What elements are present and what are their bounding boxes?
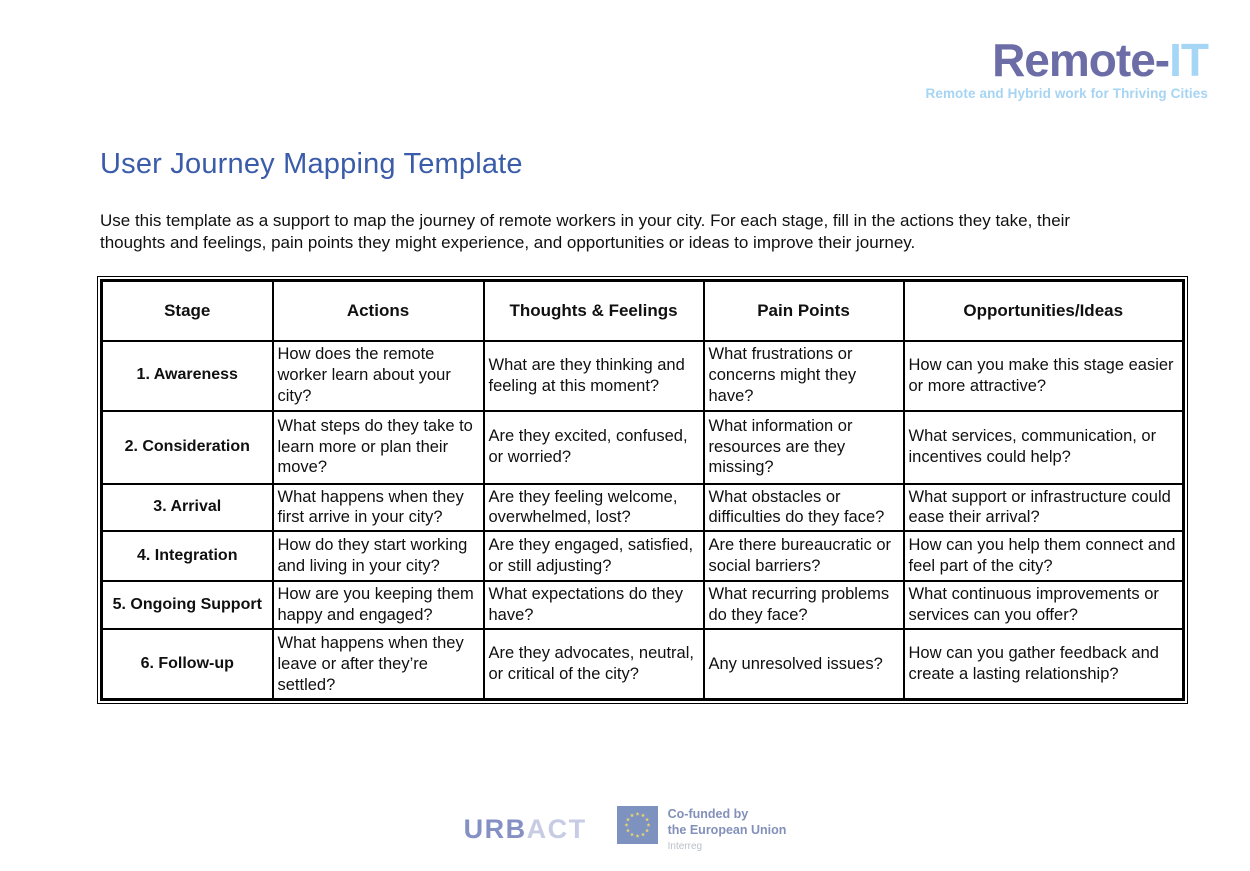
eu-cofunded-logo xyxy=(617,806,787,852)
cell-stage: 4. Integration xyxy=(102,531,273,581)
page-title: User Journey Mapping Template xyxy=(100,148,523,180)
cell-opportunities: How can you help them connect and feel part of the city? xyxy=(904,531,1184,581)
urbact-logo xyxy=(464,814,587,845)
cell-thoughts: What expectations do they have? xyxy=(484,581,704,629)
intro-text: Use this template as a support to map the journey of remote workers in your city. For each stage, fill in the actions they take, their thoughts and feelings, pain points they might experience, and opportunities or ideas to improve their journey. xyxy=(100,211,1071,253)
footer xyxy=(0,806,1250,852)
table-row xyxy=(102,629,1184,699)
table-row xyxy=(102,581,1184,629)
cell-opportunities: What support or infrastructure could ease their arrival? xyxy=(904,484,1184,532)
logo-tagline: Remote and Hybrid work for Thriving Cities xyxy=(925,86,1208,102)
cell-pain: What recurring problems do they face? xyxy=(704,581,904,629)
cell-thoughts: Are they engaged, satisfied, or still adjusting? xyxy=(484,531,704,581)
column-header-actions: Actions xyxy=(273,281,484,341)
cell-thoughts: Are they advocates, neutral, or critical of the city? xyxy=(484,629,704,699)
cell-pain: Are there bureaucratic or social barriers? xyxy=(704,531,904,581)
table-header-row xyxy=(102,281,1184,341)
cell-actions: How do they start working and living in your city? xyxy=(273,531,484,581)
cell-opportunities: What continuous improvements or services can you offer? xyxy=(904,581,1184,629)
column-header-thoughts: Thoughts & Feelings xyxy=(484,281,704,341)
cell-actions: How are you keeping them happy and engaged? xyxy=(273,581,484,629)
column-header-pain: Pain Points xyxy=(704,281,904,341)
urbact-text-act: ACT xyxy=(526,813,587,844)
cell-stage: 2. Consideration xyxy=(102,411,273,484)
journey-mapping-table xyxy=(100,279,1185,701)
cell-opportunities: What services, communication, or incentives could help? xyxy=(904,411,1184,484)
cell-stage: 3. Arrival xyxy=(102,484,273,532)
table-row xyxy=(102,531,1184,581)
cell-pain: What information or resources are they missing? xyxy=(704,411,904,484)
eu-cofunded-line1: Co-funded by xyxy=(667,807,749,821)
cell-stage: 1. Awareness xyxy=(102,341,273,411)
cell-thoughts: Are they excited, confused, or worried? xyxy=(484,411,704,484)
cell-actions: What happens when they first arrive in your city? xyxy=(273,484,484,532)
cell-opportunities: How can you gather feedback and create a lasting relationship? xyxy=(904,629,1184,699)
cell-pain: Any unresolved issues? xyxy=(704,629,904,699)
remote-it-logo xyxy=(926,36,1209,101)
table-row xyxy=(102,341,1184,411)
cell-pain: What obstacles or difficulties do they face? xyxy=(704,484,904,532)
logo-text-remote: Remote- xyxy=(992,34,1170,86)
column-header-stage: Stage xyxy=(102,281,273,341)
cell-stage: 6. Follow-up xyxy=(102,629,273,699)
cell-opportunities: How can you make this stage easier or more attractive? xyxy=(904,341,1184,411)
cell-stage: 5. Ongoing Support xyxy=(102,581,273,629)
eu-cofunded-text xyxy=(668,806,787,852)
cell-thoughts: What are they thinking and feeling at this moment? xyxy=(484,341,704,411)
cell-thoughts: Are they feeling welcome, overwhelmed, lost? xyxy=(484,484,704,532)
eu-cofunded-line2: the European Union xyxy=(667,822,787,837)
cell-pain: What frustrations or concerns might they have? xyxy=(704,341,904,411)
table-row xyxy=(102,411,1184,484)
eu-flag-icon xyxy=(617,806,658,844)
urbact-text-urb: URB xyxy=(463,813,527,844)
logo-wordmark xyxy=(926,36,1209,84)
cell-actions: What happens when they leave or after they’re settled? xyxy=(273,629,484,699)
logo-text-it: IT xyxy=(1169,34,1208,86)
column-header-opportunities: Opportunities/Ideas xyxy=(904,281,1184,341)
interreg-label: Interreg xyxy=(667,841,703,853)
table-row xyxy=(102,484,1184,532)
cell-actions: What steps do they take to learn more or plan their move? xyxy=(273,411,484,484)
cell-actions: How does the remote worker learn about your city? xyxy=(273,341,484,411)
